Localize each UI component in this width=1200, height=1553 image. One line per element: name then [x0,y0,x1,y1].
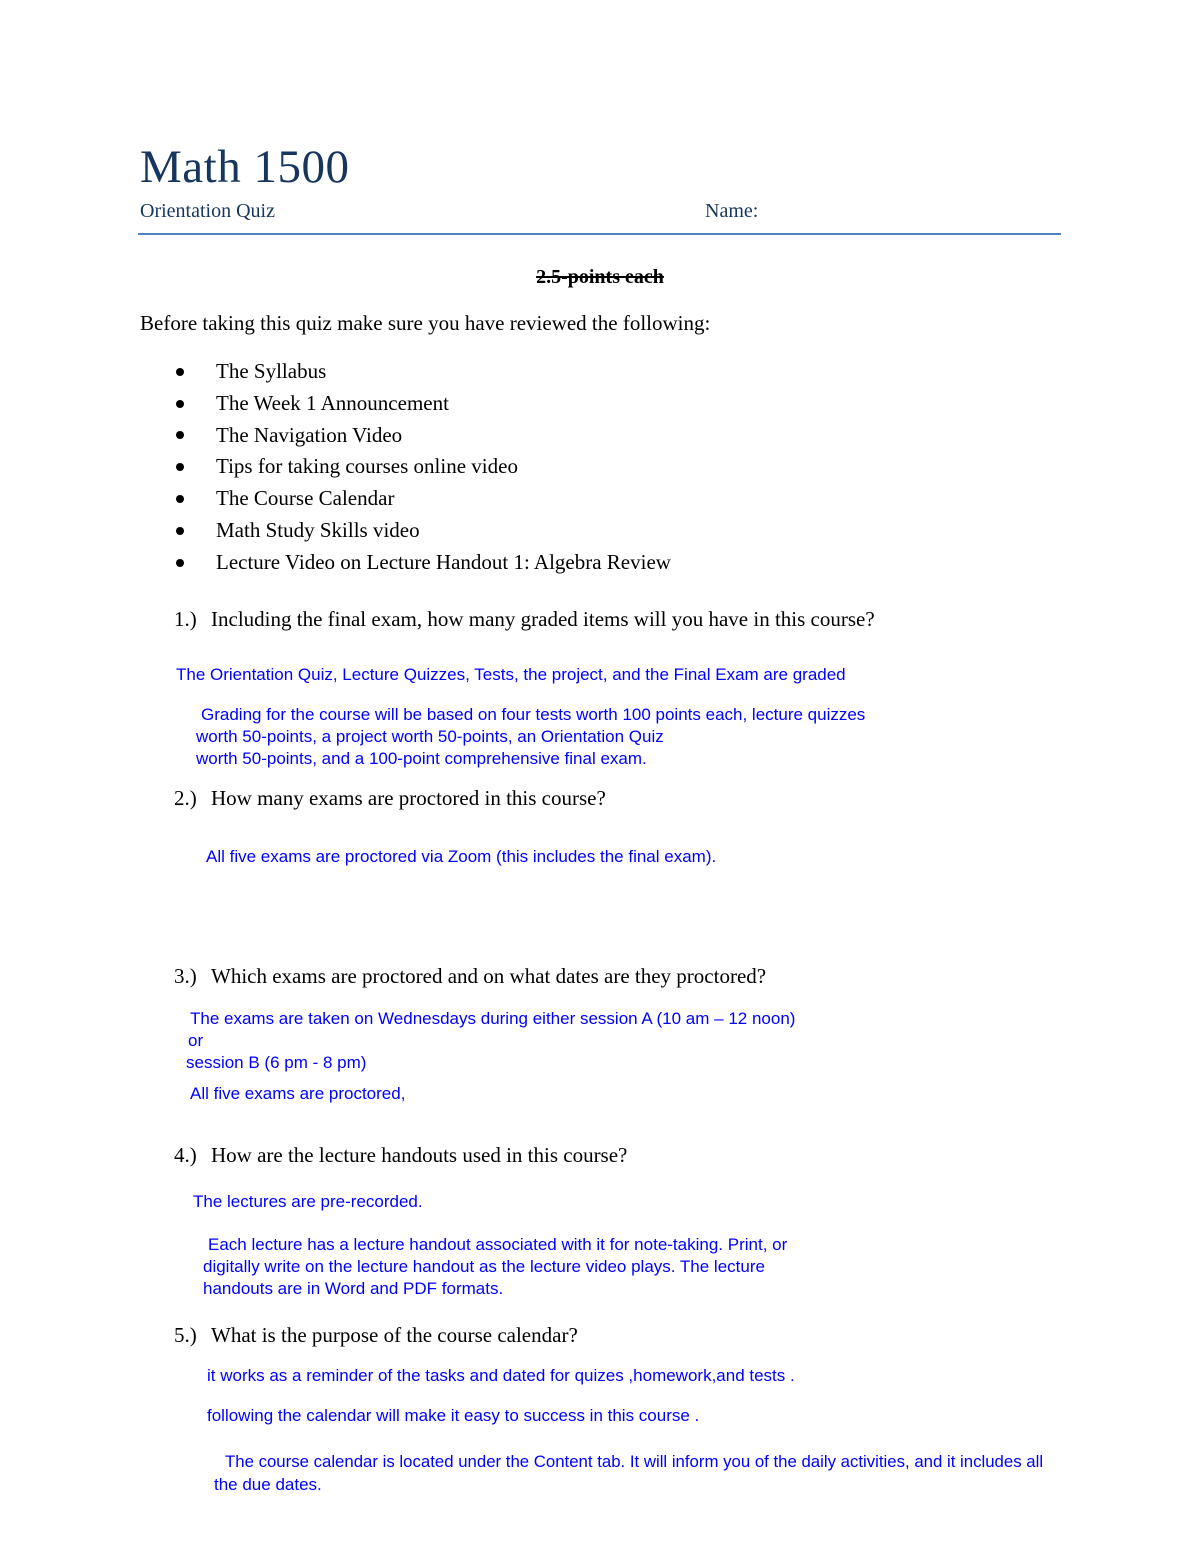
answer-line: The Orientation Quiz, Lecture Quizzes, Tests, the project, and the Final Exam are graded [176,665,846,684]
answer-line: it works as a reminder of the tasks and dated for quizes ,homework,and tests . [207,1366,795,1385]
review-list [172,356,671,579]
answer-line: or [188,1031,204,1050]
answer-line: All five exams are proctored, [190,1084,406,1103]
bullet-icon [176,495,184,503]
answer-line: All five exams are proctored via Zoom (this includes the final exam). [206,847,717,866]
list-item-label: Lecture Video on Lecture Handout 1: Algebra Review [216,549,671,574]
question-number: 3.) [174,964,197,988]
bullet-icon [176,463,184,471]
list-item [172,547,671,579]
question-1 [174,607,875,632]
document-subtitle: Orientation Quiz [140,200,275,222]
question-4 [174,1143,627,1168]
question-5 [174,1323,578,1348]
intro-text: Before taking this quiz make sure you have reviewed the following: [140,311,711,335]
question-3 [174,964,766,989]
list-item-label: The Navigation Video [216,422,403,447]
answer-line: worth 50-points, and a 100-point comprehensive final exam. [196,749,647,768]
list-item [172,451,671,483]
answer-line: session B (6 pm - 8 pm) [186,1053,367,1072]
answer-line: The lectures are pre-recorded. [193,1192,423,1211]
list-item-label: The Course Calendar [216,486,395,511]
header-divider [138,233,1061,235]
answer-line: The course calendar is located under the Content tab. It will inform you of the daily activities, and it includes all [225,1452,1044,1471]
list-item [172,356,671,388]
list-item-label: The Syllabus [216,359,327,383]
answer-line: digitally write on the lecture handout as the lecture video plays. The lecture [203,1257,765,1276]
question-number: 2.) [174,786,197,810]
answer-line: following the calendar will make it easy to success in this course . [207,1406,700,1425]
list-item-label: Tips for taking courses online video [216,454,518,479]
answer-line: The exams are taken on Wednesdays during either session A (10 am – 12 noon) [190,1009,796,1028]
question-text: Which exams are proctored and on what dates are they proctored? [211,964,767,988]
bullet-icon [176,559,184,567]
question-number: 1.) [174,607,197,631]
list-item [172,420,671,452]
question-number: 5.) [174,1323,197,1347]
list-item [172,483,671,515]
answer-line: Grading for the course will be based on four tests worth 100 points each, lecture quizzes [201,705,866,724]
question-text: How are the lecture handouts used in this course? [211,1143,628,1167]
bullet-icon [176,400,184,408]
question-text: What is the purpose of the course calendar? [211,1323,578,1347]
list-item [172,515,671,547]
question-number: 4.) [174,1143,197,1167]
bullet-icon [176,431,184,439]
list-item-label: The Week 1 Announcement [216,390,449,415]
list-item [172,388,671,420]
answer-line: worth 50-points, a project worth 50-points, an Orientation Quiz [196,727,664,746]
bullet-icon [176,527,184,535]
list-item-label: Math Study Skills video [216,517,420,542]
answer-line: Each lecture has a lecture handout associated with it for note-taking. Print, or [208,1235,788,1254]
question-text: How many exams are proctored in this course? [211,786,606,810]
points-note: 2.5-points each [536,266,664,288]
answer-line: the due dates. [214,1475,322,1494]
name-field-label: Name: [705,200,759,222]
question-text: Including the final exam, how many graded items will you have in this course? [211,607,875,631]
bullet-icon [176,368,184,376]
question-2 [174,786,606,811]
answer-line: handouts are in Word and PDF formats. [203,1279,504,1298]
document-title: Math 1500 [140,141,350,193]
